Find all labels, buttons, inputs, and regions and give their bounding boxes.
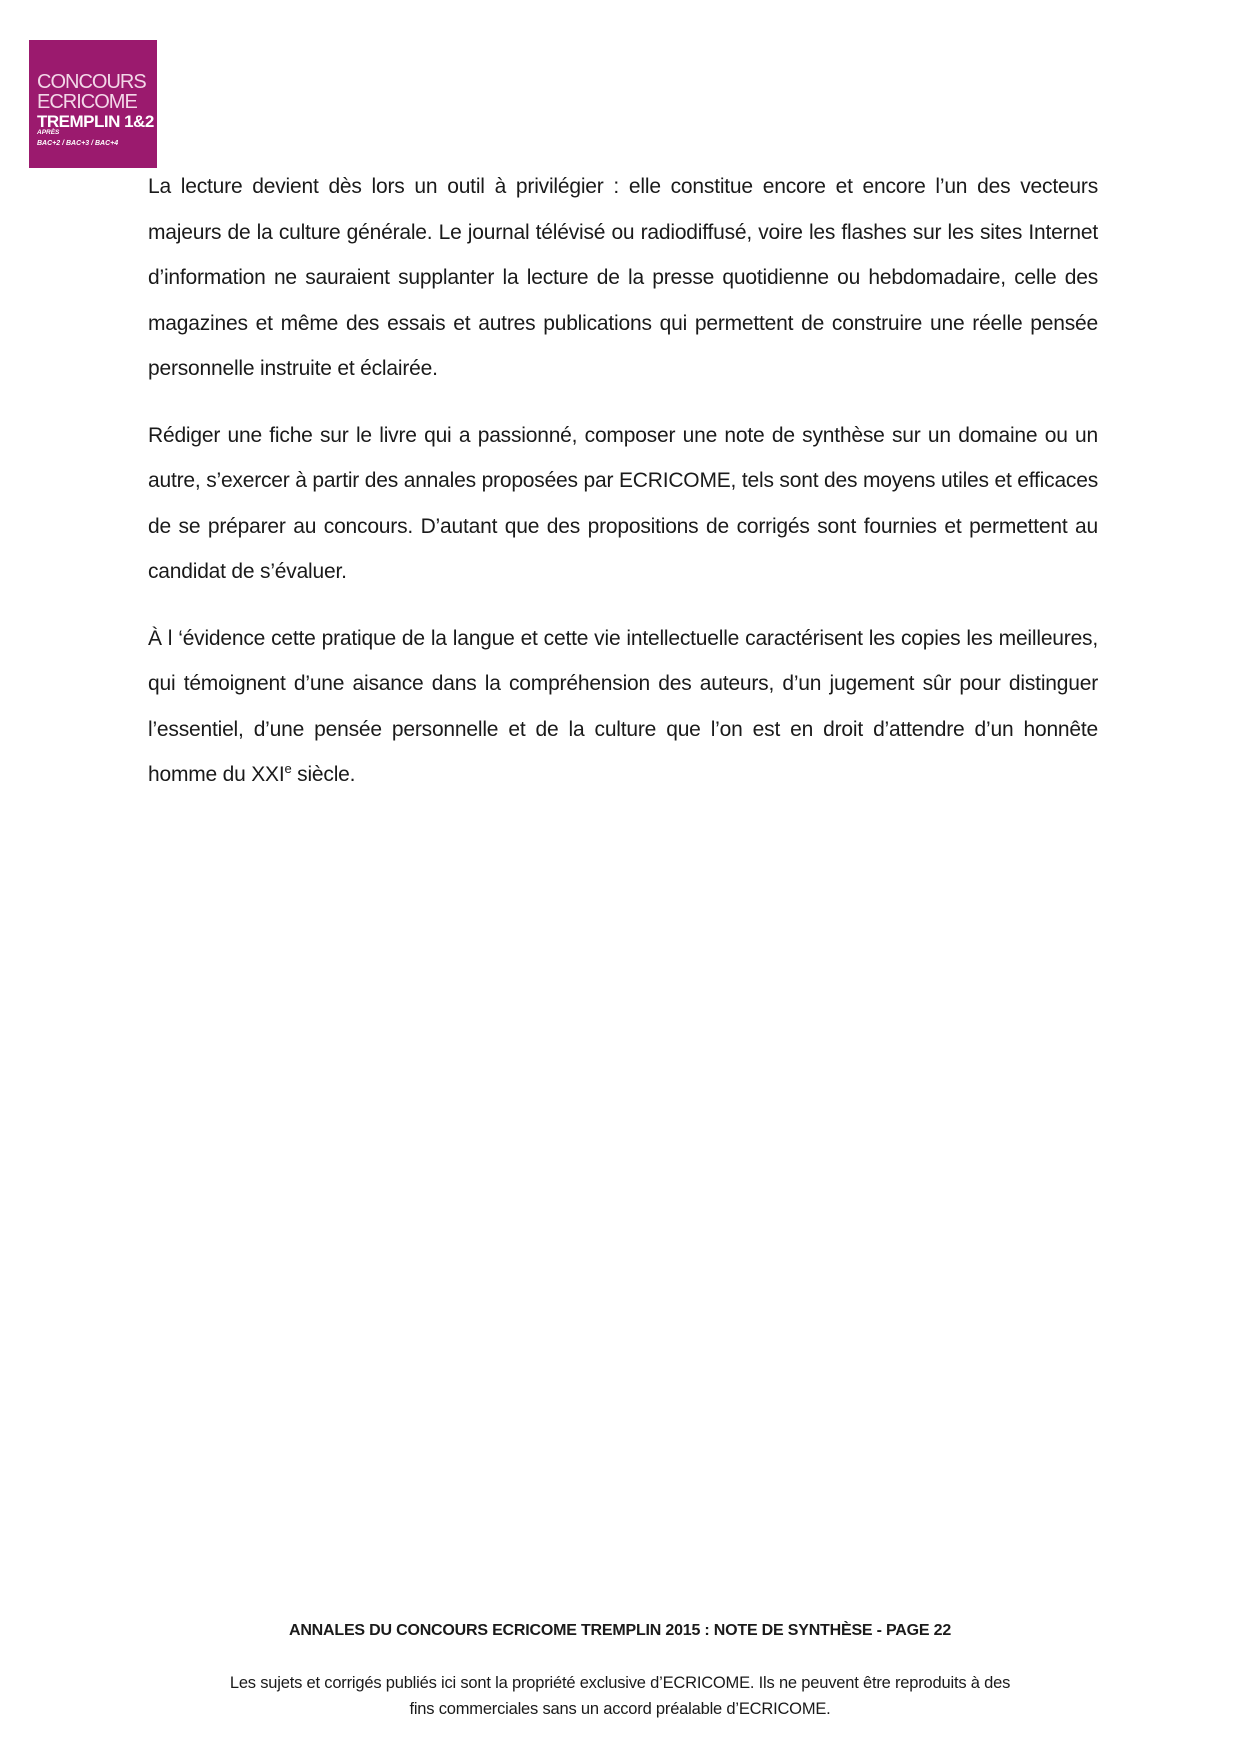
- logo-line-tremplin: TREMPLIN 1&2: [37, 112, 154, 131]
- ecricome-logo: [29, 40, 157, 168]
- logo-line-ecricome: ECRICOME: [37, 91, 137, 113]
- document-body: [148, 164, 1098, 819]
- paragraph-3-text: À l ‘évidence cette pratique de la langue et cette vie intellectuelle caractérisent les copies les meilleures, qui témoignent d’une aisance dans la compréhension des auteurs, d’un jugement sûr pour distinguer l’essentiel, d’une pensée personnelle et de la culture que l’on est en droit d’attendre d’un honnête homme du XXI: [148, 626, 1098, 786]
- footer-note-line-2: fins commerciales sans un accord préalable d’ECRICOME.: [409, 1700, 831, 1718]
- footer-copyright-note: [140, 1670, 1100, 1722]
- footer-title: ANNALES DU CONCOURS ECRICOME TREMPLIN 2015 : NOTE DE SYNTHÈSE - PAGE 22: [288, 1622, 952, 1639]
- paragraph-3: [148, 616, 1098, 798]
- footer-note-line-1: Les sujets et corrigés publiés ici sont la propriété exclusive d’ECRICOME. Ils ne peuvent être reproduits à des: [229, 1674, 1011, 1692]
- superscript-e: e: [284, 761, 292, 776]
- logo-line-concours: CONCOURS: [37, 71, 146, 93]
- paragraph-3-end: siècle.: [291, 763, 356, 786]
- logo-line-apres: APRÈS: [37, 129, 60, 136]
- paragraph-1: La lecture devient dès lors un outil à privilégier : elle constitue encore et encore l’un des vecteurs majeurs de la culture générale. Le journal télévisé ou radiodiffusé, voire les flashes sur les sites Internet d’information ne sauraient supplanter la lecture de la presse quotidienne ou hebdomadaire, celle des magazines et même des essais et autres publications qui permettent de construire une réelle pensée personnelle instruite et éclairée.: [148, 175, 1098, 380]
- paragraph-2: Rédiger une fiche sur le livre qui a passionné, composer une note de synthèse sur un domaine ou un autre, s’exercer à partir des annales proposées par ECRICOME, tels sont des moyens utiles et efficaces de se préparer au concours. D’autant que des propositions de corrigés sont fournies et permettent au candidat de s’évaluer.: [148, 423, 1098, 583]
- logo-line-levels: BAC+2 / BAC+3 / BAC+4: [37, 139, 119, 147]
